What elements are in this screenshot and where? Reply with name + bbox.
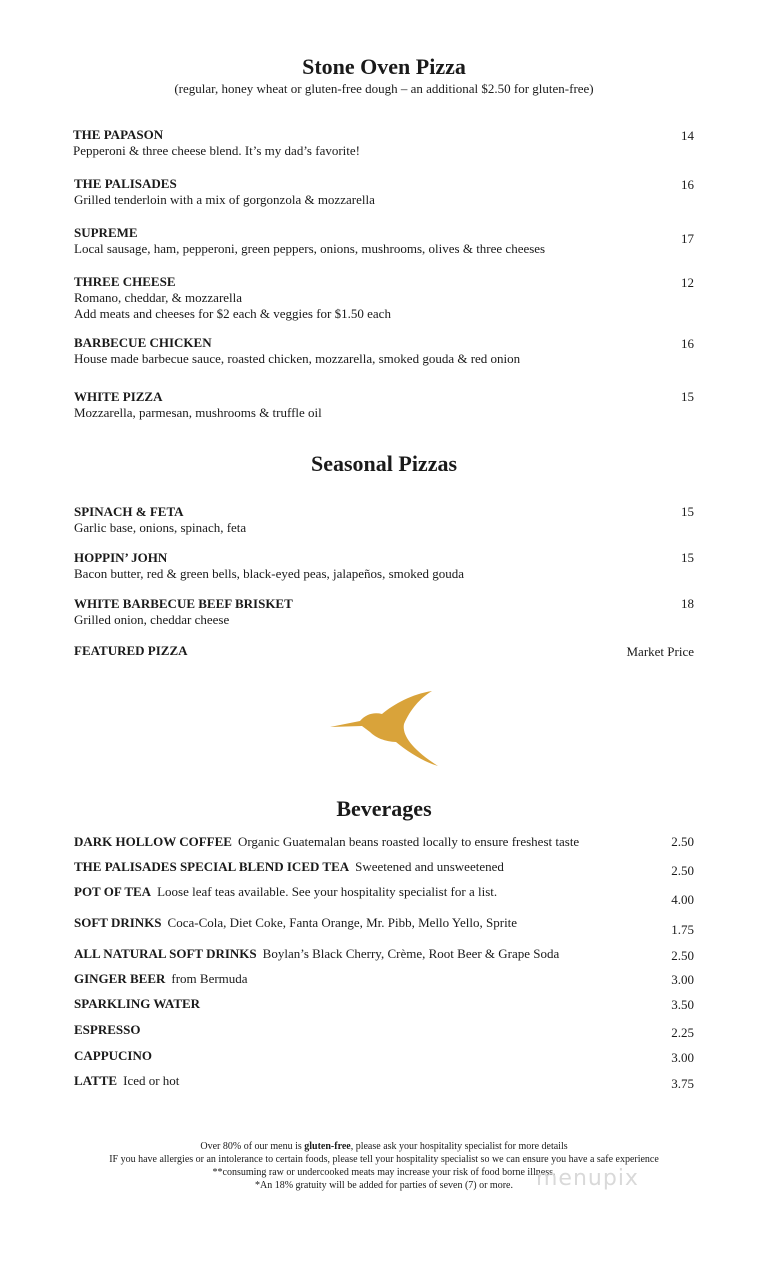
hummingbird-icon — [328, 690, 440, 768]
item-description: Garlic base, onions, spinach, feta — [74, 520, 247, 535]
beverage-item-espresso — [74, 1022, 634, 1038]
item-name: SPINACH & FETA — [74, 504, 184, 519]
beverage-item-soft-drinks — [74, 915, 634, 931]
item-price: 3.00 — [671, 1050, 694, 1065]
gluten-free-note — [0, 1140, 768, 1153]
item-price: 3.50 — [671, 997, 694, 1012]
beverage-item-dark-hollow-coffee — [74, 834, 634, 850]
item-price: 15 — [681, 550, 694, 565]
item-description: Boylan’s Black Cherry, Crème, Root Beer & Grape Soda — [262, 946, 560, 961]
item-description: Mozzarella, parmesan, mushrooms & truffle oil — [74, 405, 322, 420]
item-price: 16 — [681, 177, 694, 192]
item-price-market: Market Price — [626, 644, 694, 659]
item-addon-note: Add meats and cheeses for $2 each & veggies for $1.50 each — [74, 306, 391, 321]
item-description: Local sausage, ham, pepperoni, green peppers, onions, mushrooms, olives & three cheeses — [74, 241, 546, 256]
menu-item-barbecue-chicken — [74, 335, 694, 367]
item-description: Loose leaf teas available. See your hospitality specialist for a list. — [157, 884, 498, 899]
pizza-section-title: Stone Oven Pizza — [302, 54, 466, 79]
item-description: Organic Guatemalan beans roasted locally to ensure freshest taste — [237, 834, 580, 849]
item-description: Grilled tenderloin with a mix of gorgonzola & mozzarella — [74, 192, 375, 207]
item-name: ALL NATURAL SOFT DRINKS — [74, 946, 257, 961]
item-description: Pepperoni & three cheese blend. It’s my dad’s favorite! — [73, 143, 360, 158]
item-description: Sweetened and unsweetened — [355, 859, 504, 874]
item-price: 2.50 — [671, 948, 694, 963]
item-name: THE PAPASON — [73, 127, 164, 142]
menu-item-spinach-feta — [74, 504, 694, 536]
item-price: 2.25 — [671, 1025, 694, 1040]
beverage-item-cappucino — [74, 1048, 634, 1064]
item-name: WHITE BARBECUE BEEF BRISKET — [74, 596, 293, 611]
item-price: 18 — [681, 596, 694, 611]
item-description: Grilled onion, cheddar cheese — [74, 612, 230, 627]
item-description: Romano, cheddar, & mozzarella — [74, 290, 243, 305]
seasonal-section-title: Seasonal Pizzas — [310, 451, 458, 476]
item-name: CAPPUCINO — [74, 1048, 152, 1063]
menu-item-featured-pizza — [74, 643, 694, 659]
item-price: 4.00 — [671, 892, 694, 907]
pizza-section-subtitle: (regular, honey wheat or gluten-free dough – an additional $2.50 for gluten-free) — [174, 81, 594, 96]
menu-item-supreme — [74, 225, 694, 257]
gluten-note-post: , please ask your hospitality specialist for more details — [350, 1141, 568, 1152]
item-price: 15 — [681, 389, 694, 404]
item-name: THE PALISADES — [74, 176, 177, 191]
item-description: Coca-Cola, Diet Coke, Fanta Orange, Mr. Pibb, Mello Yello, Sprite — [167, 915, 518, 930]
gluten-note-pre: Over 80% of our menu is — [200, 1141, 305, 1152]
item-price: 2.50 — [671, 834, 694, 849]
beverage-item-latte — [74, 1073, 634, 1089]
item-name: BARBECUE CHICKEN — [74, 335, 212, 350]
item-price: 2.50 — [671, 863, 694, 878]
item-name: SOFT DRINKS — [74, 915, 162, 930]
allergy-note: IF you have allergies or an intolerance to certain foods, please tell your hospitality specialist so we can ensure you have a safe experience — [109, 1154, 659, 1165]
item-name: DARK HOLLOW COFFEE — [74, 834, 232, 849]
gluten-note-bold: gluten-free — [304, 1141, 351, 1152]
item-name: LATTE — [74, 1073, 118, 1088]
item-price: 3.75 — [671, 1076, 694, 1091]
menu-item-palisades — [74, 176, 694, 208]
beverage-item-sparkling-water — [74, 996, 634, 1012]
item-name: GINGER BEER — [74, 971, 166, 986]
item-price: 12 — [681, 275, 694, 290]
raw-meat-warning: **consuming raw or undercooked meats may increase your risk of food borne illness. — [212, 1167, 556, 1178]
item-price: 16 — [681, 336, 694, 351]
item-name: THE PALISADES SPECIAL BLEND ICED TEA — [74, 859, 350, 874]
beverage-item-pot-of-tea — [74, 884, 634, 900]
beverages-section-title: Beverages — [336, 796, 432, 821]
item-price: 3.00 — [671, 972, 694, 987]
item-price: 17 — [681, 231, 694, 246]
item-description: Iced or hot — [123, 1073, 180, 1088]
menu-item-papason — [73, 127, 693, 159]
beverage-item-iced-tea — [74, 859, 634, 875]
item-price: 15 — [681, 504, 694, 519]
item-name: SUPREME — [74, 225, 138, 240]
item-description: from Bermuda — [171, 971, 248, 986]
item-name: FEATURED PIZZA — [74, 643, 188, 658]
beverage-item-natural-soft-drinks — [74, 946, 634, 962]
item-name: ESPRESSO — [74, 1022, 141, 1037]
item-name: HOPPIN’ JOHN — [74, 550, 168, 565]
beverage-item-ginger-beer — [74, 971, 634, 987]
hummingbird-body-shape — [330, 691, 438, 766]
item-name: SPARKLING WATER — [74, 996, 201, 1011]
item-name: THREE CHEESE — [74, 274, 176, 289]
watermark-logo: menupix — [536, 1166, 639, 1191]
item-name: WHITE PIZZA — [74, 389, 163, 404]
item-price: 14 — [681, 128, 694, 143]
menu-item-white-bbq-brisket — [74, 596, 694, 628]
menu-item-hoppin-john — [74, 550, 694, 582]
footer-notes — [0, 1140, 768, 1192]
item-price: 1.75 — [671, 922, 694, 937]
item-name: POT OF TEA — [74, 884, 152, 899]
item-description: Bacon butter, red & green bells, black-eyed peas, jalapeños, smoked gouda — [74, 566, 465, 581]
item-description: House made barbecue sauce, roasted chicken, mozzarella, smoked gouda & red onion — [74, 351, 521, 366]
menu-item-three-cheese — [74, 274, 694, 322]
gratuity-note: *An 18% gratuity will be added for parties of seven (7) or more. — [255, 1180, 513, 1191]
menu-item-white-pizza — [74, 389, 694, 421]
